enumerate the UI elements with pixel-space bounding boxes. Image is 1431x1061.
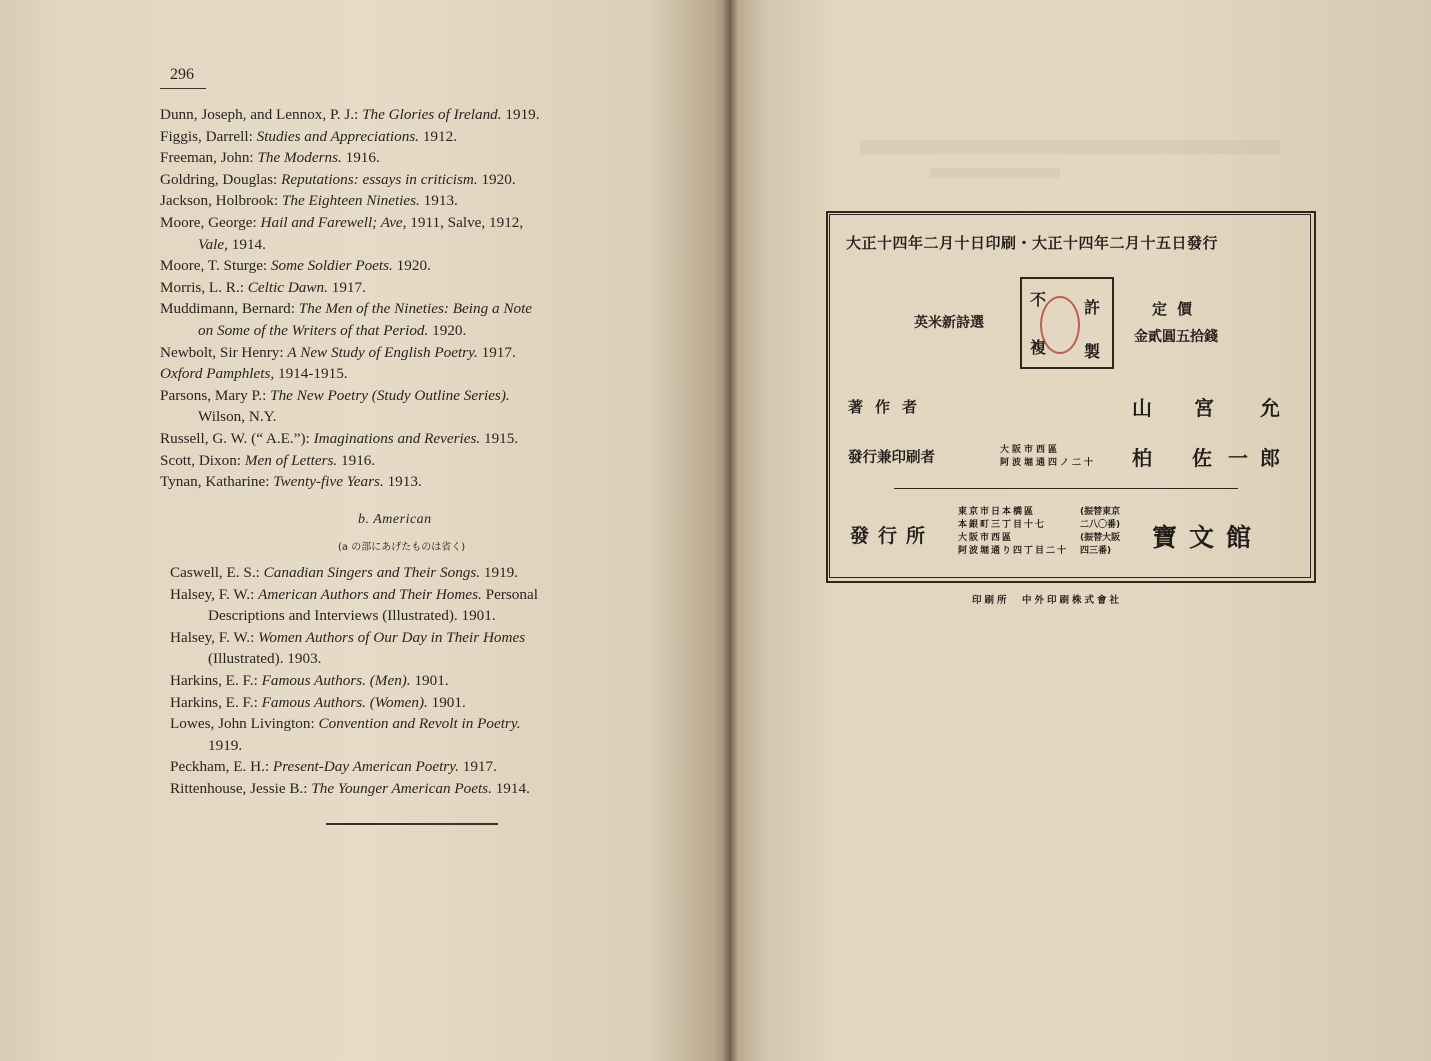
entry-detail: 1920. <box>432 321 467 339</box>
show-through-text <box>860 140 1280 154</box>
bibliography-entry <box>170 756 690 778</box>
publisher-label: 發行兼印刷者 <box>848 450 935 466</box>
entry-title: The Younger American Poets. <box>311 779 496 797</box>
entry-author: Halsey, F. W.: <box>170 628 259 646</box>
bibliography-list-american <box>170 562 690 800</box>
address-line: 大阪市西區 <box>1000 445 1061 455</box>
entry-author: Scott, Dixon: <box>160 451 245 469</box>
entry-year: 1916. <box>345 149 380 167</box>
publisher-name-char: 郎 <box>1260 446 1280 470</box>
entry-title: Vale, <box>198 235 232 253</box>
publisher-address <box>1000 444 1096 470</box>
entry-title: Canadian Singers and Their Songs. <box>263 564 484 581</box>
entry-author: Moore, T. Sturge: <box>160 257 271 275</box>
entry-author: Parsons, Mary P.: <box>160 386 271 404</box>
entry-year: 1914-1915. <box>277 365 348 383</box>
entry-year: 1913. <box>423 192 458 210</box>
page-number: 296 <box>170 66 194 83</box>
entry-author: Harkins, E. F.: <box>170 693 262 711</box>
entry-title: Studies and Appreciations. <box>256 127 423 145</box>
entry-year: 1915. <box>483 429 519 447</box>
author-name-char: 山 <box>1132 396 1152 420</box>
entry-title: Imaginations and Reveries. <box>313 429 484 447</box>
subsection-note: (a の部にあげたものは省く) <box>338 542 466 553</box>
bibliography-entry <box>170 584 690 606</box>
bibliography-entry <box>170 562 690 584</box>
entry-year: 1920. <box>396 257 431 275</box>
entry-year: 1919. <box>505 106 540 123</box>
stamp-char: 許 <box>1084 298 1101 317</box>
bibliography-entry <box>170 692 690 714</box>
bibliography-entry <box>160 342 680 364</box>
series-title: 英米新詩選 <box>914 315 984 331</box>
bibliography-entry-continuation <box>160 406 680 428</box>
bibliography-entry <box>160 104 680 126</box>
address-line: 大阪市西區 <box>958 533 1014 543</box>
entry-author: Harkins, E. F.: <box>170 671 262 689</box>
entry-author: Tynan, Katharine: <box>160 473 274 491</box>
entry-title: Hail and Farewell; Ave, <box>260 213 411 231</box>
bibliography-entry <box>160 126 680 148</box>
entry-author: Rittenhouse, Jessie B.: <box>170 779 312 797</box>
entry-year: 1919. <box>483 564 519 581</box>
entry-year: 1913. <box>387 473 422 491</box>
entry-title: Men of Letters. <box>244 451 341 469</box>
entry-title: on Some of the Writers of that Period. <box>198 321 433 339</box>
author-name-char: 允 <box>1260 396 1280 420</box>
bibliography-entry <box>160 277 680 299</box>
entry-title: Some Soldier Poets. <box>270 257 397 275</box>
bibliography-entry <box>160 450 680 472</box>
entry-detail: Descriptions and Interviews (Illustrated). 1901. <box>208 607 496 625</box>
entry-author: Figgis, Darrell: <box>160 127 257 145</box>
entry-title: Present-Day American Poetry. <box>272 758 463 776</box>
entry-title: Twenty-five Years. <box>273 473 388 491</box>
bibliography-entry <box>170 778 690 800</box>
entry-year: 1920. <box>481 170 516 188</box>
entry-title: Convention and Revolt in Poetry. <box>318 715 521 733</box>
publishing-house-address <box>958 506 1068 558</box>
entry-year: 1912. <box>422 127 457 145</box>
entry-author: Newbolt, Sir Henry: <box>160 343 288 361</box>
entry-year: 1917. <box>462 758 497 776</box>
bibliography-entry <box>160 212 680 234</box>
entry-year: 1911, Salve, 1912, <box>410 213 524 231</box>
bibliography-entry-continuation <box>170 605 690 627</box>
entry-title: Famous Authors. (Men). <box>261 671 415 689</box>
colophon-divider <box>894 488 1238 489</box>
bibliography-entry <box>170 627 690 649</box>
entry-title: A New Study of English Poetry. <box>287 343 482 361</box>
stamp-char: 複 <box>1030 338 1047 357</box>
entry-title: The Glories of Ireland. <box>362 106 506 123</box>
entry-title: Oxford Pamphlets, <box>160 365 278 383</box>
entry-year: 1916. <box>341 451 376 469</box>
entry-year: Personal <box>485 585 538 603</box>
bibliography-entry <box>160 385 680 407</box>
entry-year: 1917. <box>481 343 516 361</box>
entry-year: 1901. <box>414 671 449 689</box>
bibliography-entry-continuation <box>160 320 680 342</box>
bibliography-entry-continuation <box>170 648 690 670</box>
author-name-char: 宮 <box>1194 396 1214 420</box>
price-label: 定價 <box>1152 300 1203 318</box>
entry-year: 1901. <box>431 693 466 711</box>
publishing-house-accounts <box>1080 506 1120 558</box>
entry-detail: Wilson, N.Y. <box>198 408 277 426</box>
bibliography-entry-continuation <box>170 735 690 757</box>
end-rule <box>326 823 498 825</box>
bibliography-entry <box>160 298 680 320</box>
entry-detail: (Illustrated). 1903. <box>208 650 322 668</box>
entry-author: Freeman, John: <box>160 149 258 167</box>
print-dates: 大正十四年二月十日印刷・大正十四年二月十五日發行 <box>846 234 1219 252</box>
entry-author: Russell, G. W. (“ A.E.”): <box>160 429 314 447</box>
entry-author: Caswell, E. S.: <box>170 564 264 581</box>
entry-author: Dunn, Joseph, and Lennox, P. J.: <box>160 106 363 123</box>
entry-title: The New Poetry (Study Outline Series). <box>270 386 510 404</box>
subsection-heading: b. American <box>358 512 432 527</box>
author-label: 著作者 <box>848 398 930 416</box>
bibliography-entry-continuation <box>160 234 680 256</box>
bibliography-entry <box>160 169 680 191</box>
entry-author: Muddimann, Bernard: <box>160 300 299 318</box>
entry-author: Peckham, E. H.: <box>170 758 273 776</box>
printer-line: 印刷所 中外印刷株式會社 <box>972 595 1123 606</box>
bibliography-entry <box>170 670 690 692</box>
publishing-house-label: 發行所 <box>850 525 935 547</box>
page-number-underline <box>160 88 206 89</box>
entry-detail: 1914. <box>231 235 266 253</box>
account-line: 四三番) <box>1080 546 1112 556</box>
entry-title: American Authors and Their Homes. <box>258 585 486 603</box>
stamp-char: 不 <box>1030 290 1047 309</box>
account-line: (振替東京 <box>1080 507 1121 517</box>
publisher-name-char: 一 <box>1228 446 1248 470</box>
address-line: 阿波堀通四ノ二十 <box>1000 458 1097 468</box>
entry-title: The Moderns. <box>257 149 346 167</box>
entry-title: Reputations: essays in criticism. <box>281 170 482 188</box>
bibliography-entry <box>160 147 680 169</box>
address-line: 本銀町三丁目十七 <box>958 520 1047 530</box>
publisher-name-char: 柏 <box>1132 446 1152 470</box>
entry-author: Moore, George: <box>160 213 261 231</box>
publishing-house-name: 寶文館 <box>1152 523 1264 552</box>
entry-year: 1914. <box>495 779 530 797</box>
bibliography-entry <box>170 713 690 735</box>
stamp-char: 製 <box>1084 342 1101 361</box>
entry-author: Morris, L. R.: <box>160 278 248 296</box>
bibliography-entry <box>160 363 680 385</box>
bibliography-entry <box>160 255 680 277</box>
address-line: 阿波堀通り四丁目二十 <box>958 546 1069 556</box>
bibliography-entry <box>160 471 680 493</box>
entry-title: Celtic Dawn. <box>247 278 332 296</box>
entry-title: Famous Authors. (Women). <box>261 693 432 711</box>
account-line: (振替大阪 <box>1080 533 1121 543</box>
entry-author: Goldring, Douglas: <box>160 170 282 188</box>
bibliography-list <box>160 104 680 493</box>
red-seal <box>1040 296 1080 354</box>
address-line: 東京市日本橋區 <box>958 507 1036 517</box>
price-value: 金貳圓五拾錢 <box>1134 329 1218 345</box>
entry-title: The Men of the Nineties: Being a Note <box>298 300 533 318</box>
entry-author: Halsey, F. W.: <box>170 585 259 603</box>
entry-detail: 1919. <box>208 736 243 754</box>
entry-title: Women Authors of Our Day in Their Homes <box>258 628 526 646</box>
entry-author: Jackson, Holbrook: <box>160 192 282 210</box>
show-through-text <box>930 168 1060 178</box>
account-line: 二八〇番) <box>1080 520 1121 530</box>
publisher-name-char: 佐 <box>1192 446 1212 470</box>
bibliography-entry <box>160 428 680 450</box>
entry-year: 1917. <box>331 278 366 296</box>
bibliography-entry <box>160 190 680 212</box>
entry-author: Lowes, John Livington: <box>170 715 319 733</box>
entry-title: The Eighteen Nineties. <box>281 192 424 210</box>
